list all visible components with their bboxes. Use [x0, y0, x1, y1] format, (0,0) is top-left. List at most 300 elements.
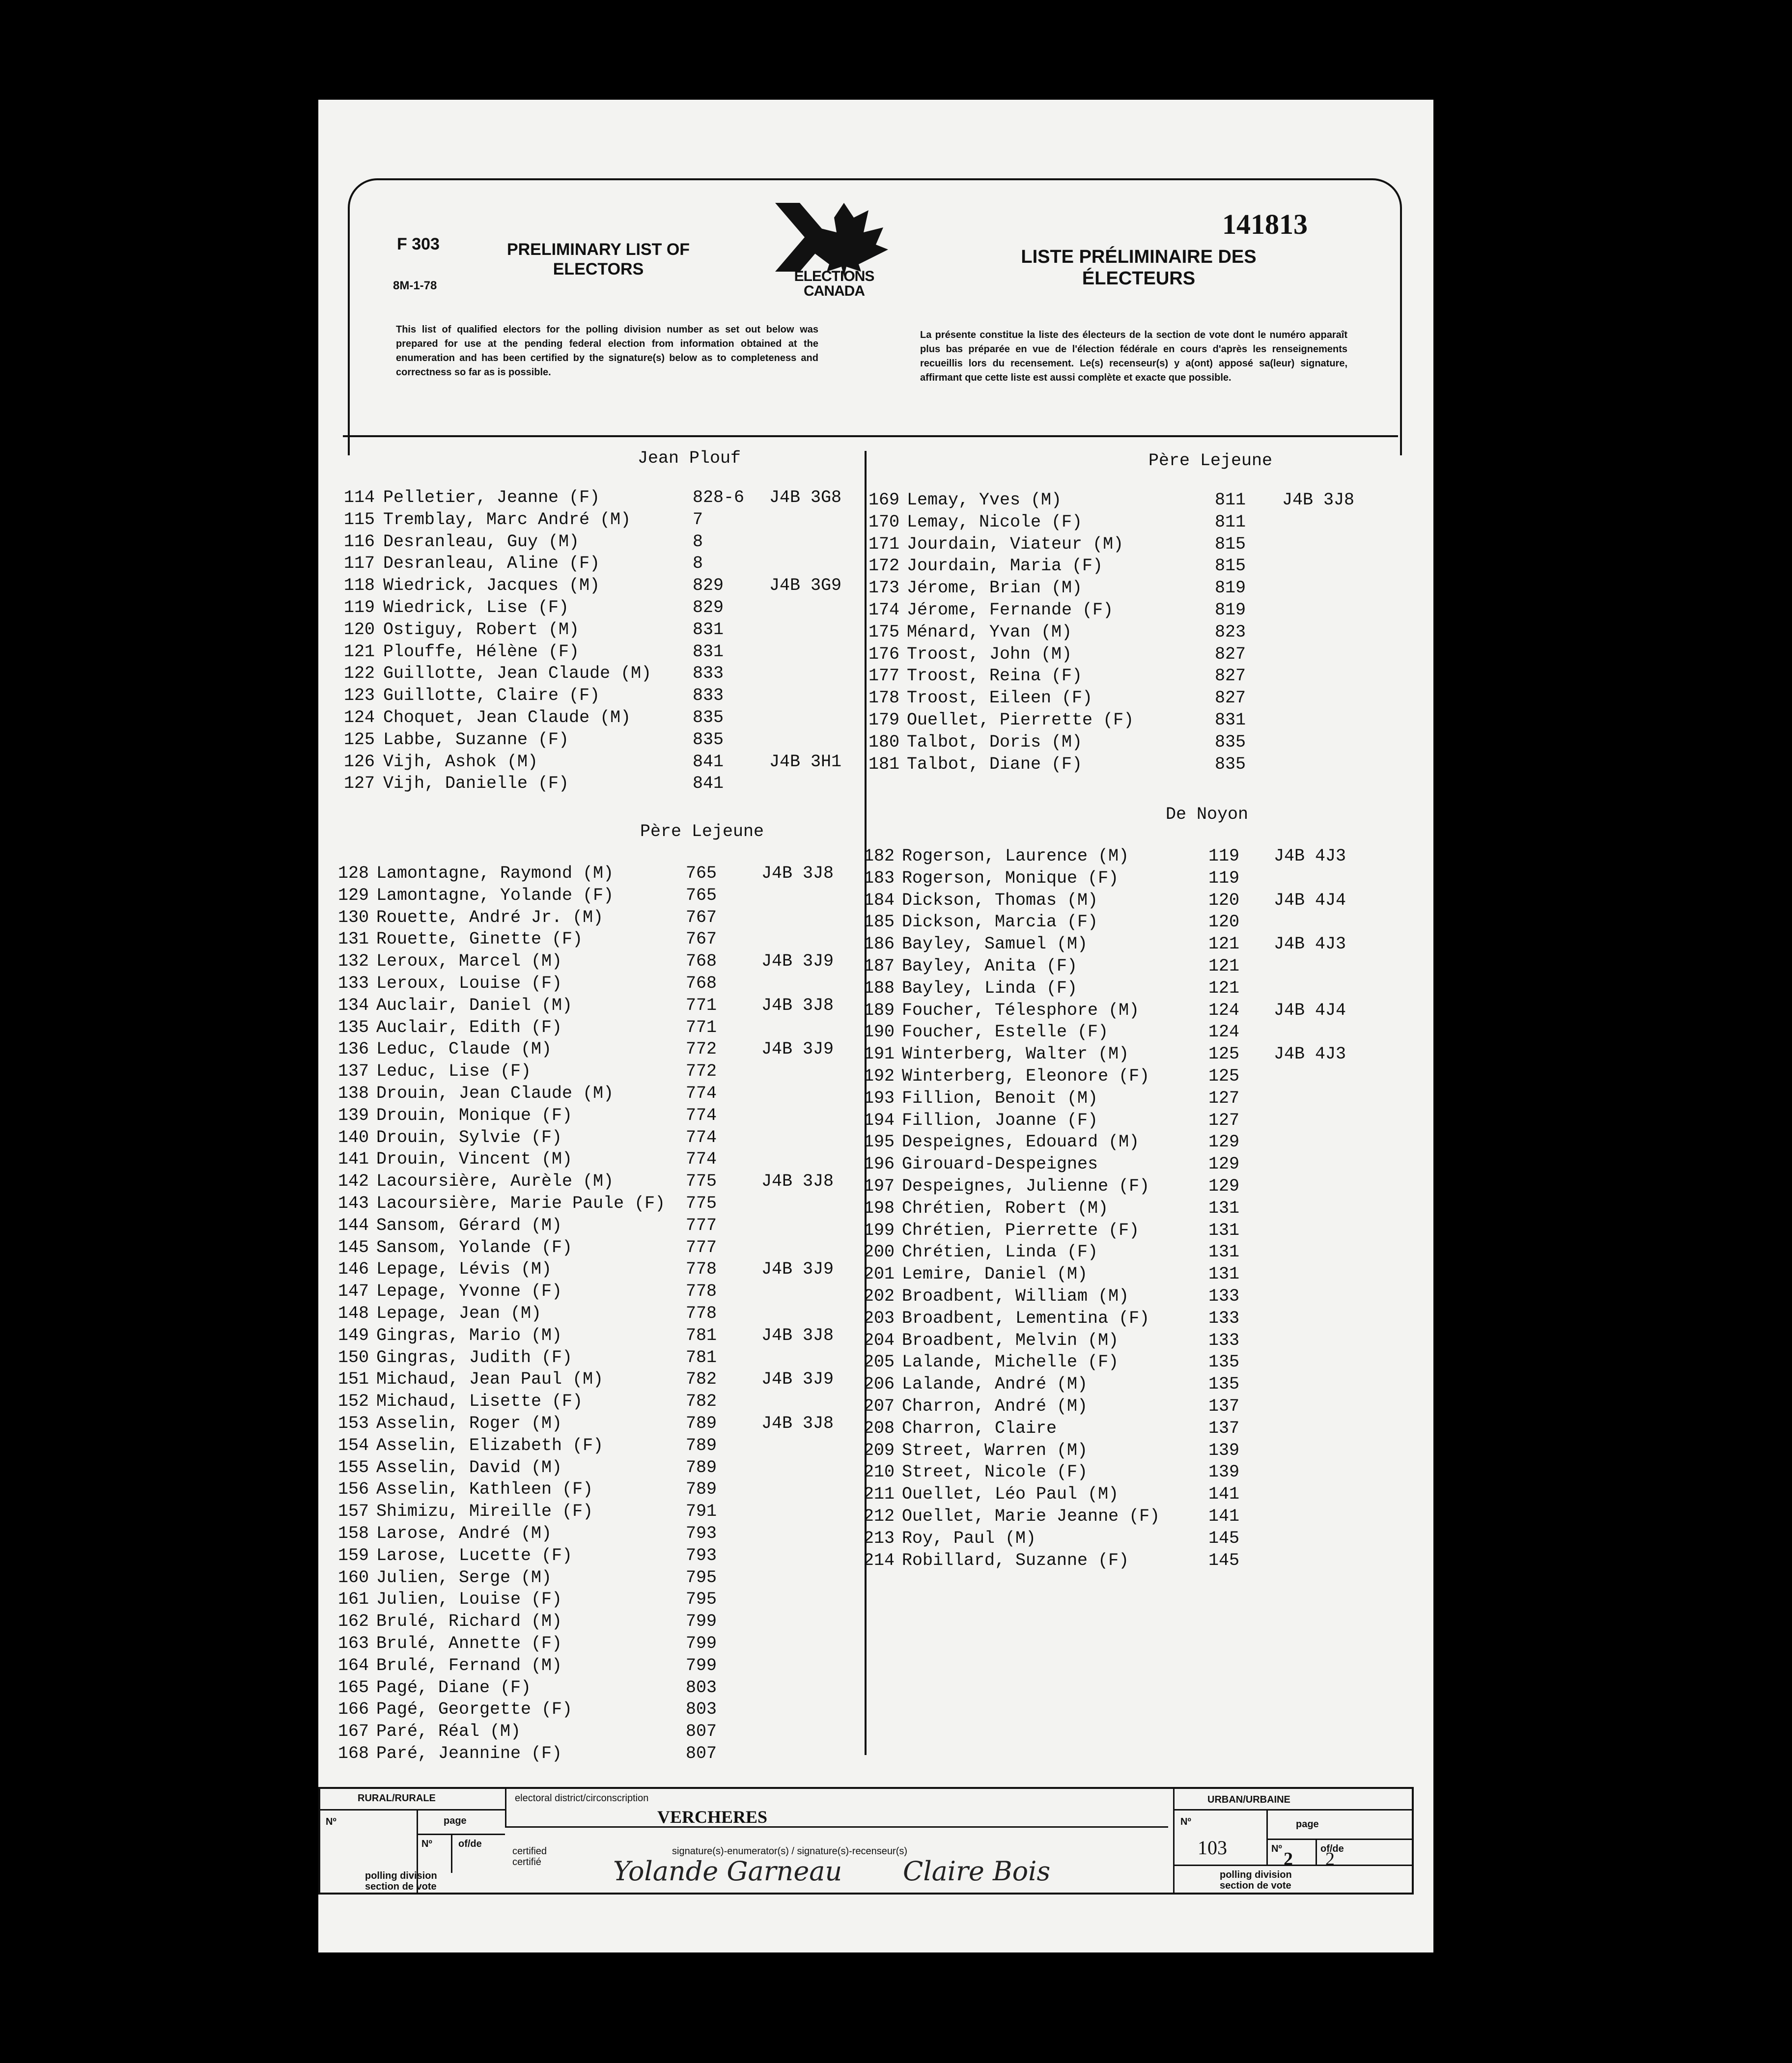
elector-name: Bayley, Linda (F)	[902, 978, 1078, 998]
elector-number: 159	[338, 1545, 369, 1565]
postal-code: J4B 3H1	[769, 752, 842, 772]
elector-number: 173	[868, 578, 900, 598]
title-french: LISTE PRÉLIMINAIRE DES ÉLECTEURS	[1021, 247, 1257, 289]
civic-number: 827	[1215, 644, 1246, 664]
elector-number: 197	[864, 1176, 895, 1196]
civic-number: 131	[1208, 1242, 1240, 1262]
form-code: F 303	[397, 235, 440, 253]
civic-number: 811	[1215, 512, 1246, 532]
civic-number: 807	[686, 1744, 717, 1763]
elector-number: 157	[338, 1502, 369, 1522]
elector-number: 135	[338, 1017, 369, 1037]
civic-number: 127	[1208, 1110, 1240, 1130]
elector-name: Michaud, Lisette (F)	[376, 1392, 583, 1412]
civic-number: 137	[1208, 1396, 1240, 1416]
elector-name: Bayley, Anita (F)	[902, 956, 1078, 976]
civic-number: 124	[1208, 1000, 1240, 1020]
civic-number: 125	[1208, 1066, 1240, 1086]
civic-number: 129	[1208, 1176, 1240, 1196]
elector-name: Lemay, Nicole (F)	[907, 512, 1083, 532]
elector-number: 136	[338, 1039, 369, 1059]
elector-number: 188	[864, 978, 895, 998]
civic-number: 799	[686, 1655, 717, 1675]
elector-number: 170	[868, 512, 900, 532]
civic-number: 8	[693, 531, 703, 552]
elector-name: Leroux, Louise (F)	[376, 974, 562, 993]
civic-number: 793	[686, 1524, 717, 1543]
elector-name: Vijh, Danielle (F)	[383, 774, 569, 794]
elector-number: 168	[338, 1744, 369, 1763]
elector-number: 116	[344, 531, 375, 552]
elector-name: Desranleau, Guy (M)	[383, 531, 580, 552]
elector-name: Broadbent, William (M)	[902, 1286, 1129, 1306]
elector-name: Drouin, Sylvie (F)	[376, 1127, 562, 1147]
urban-page-label: page	[1296, 1819, 1319, 1830]
elector-name: Drouin, Vincent (M)	[376, 1149, 573, 1170]
elector-name: Ostiguy, Robert (M)	[383, 619, 580, 640]
elector-number: 179	[868, 710, 900, 730]
elector-name: Street, Warren (M)	[902, 1440, 1088, 1460]
elector-name: Desranleau, Aline (F)	[383, 554, 600, 574]
elector-number: 177	[868, 666, 900, 686]
civic-number: 133	[1208, 1308, 1240, 1328]
elector-number: 189	[864, 1000, 895, 1020]
enumerator-signature-1: Yolande Garneau	[613, 1856, 842, 1887]
rural-page-label: page	[444, 1815, 467, 1826]
elector-name: Leduc, Claude (M)	[376, 1039, 552, 1059]
elector-number: 139	[338, 1105, 369, 1125]
civic-number: 120	[1208, 912, 1240, 932]
elector-name: Julien, Louise (F)	[376, 1589, 562, 1610]
polling-label-rural: polling division section de vote	[365, 1870, 437, 1892]
elector-name: Dickson, Marcia (F)	[902, 912, 1098, 932]
civic-number: 781	[686, 1347, 717, 1367]
civic-number: 129	[1208, 1154, 1240, 1174]
civic-number: 119	[1208, 846, 1240, 866]
civic-number: 774	[686, 1149, 717, 1170]
elector-name: Wiedrick, Jacques (M)	[383, 576, 600, 596]
civic-number: 829	[693, 576, 724, 596]
elector-number: 142	[338, 1171, 369, 1192]
elector-number: 181	[868, 754, 900, 774]
postal-code: J4B 3J9	[761, 1039, 834, 1059]
elector-number: 115	[344, 509, 375, 530]
civic-number: 139	[1208, 1462, 1240, 1482]
logo-text: ELECTIONS CANADA	[794, 268, 874, 299]
elector-name: Troost, Eileen (F)	[907, 688, 1093, 708]
district-label: electoral district/circonscription	[515, 1793, 649, 1804]
civic-number: 774	[686, 1105, 717, 1125]
civic-number: 831	[1215, 710, 1246, 730]
civic-number: 833	[693, 664, 724, 684]
street-heading: Père Lejeune	[1148, 451, 1273, 471]
civic-number: 767	[686, 929, 717, 949]
elector-number: 214	[864, 1550, 895, 1570]
civic-number: 137	[1208, 1418, 1240, 1438]
civic-number: 772	[686, 1039, 717, 1059]
elector-number: 192	[864, 1066, 895, 1086]
elector-name: Roy, Paul (M)	[902, 1528, 1036, 1548]
elector-number: 145	[338, 1237, 369, 1257]
elector-name: Pagé, Georgette (F)	[376, 1700, 573, 1720]
elector-name: Drouin, Jean Claude (M)	[376, 1084, 614, 1103]
elector-number: 203	[864, 1308, 895, 1328]
civic-number: 771	[686, 995, 717, 1015]
elector-name: Larose, Lucette (F)	[376, 1545, 573, 1565]
elector-number: 144	[338, 1215, 369, 1235]
serial-number: 141813	[1222, 208, 1308, 240]
elector-name: Rouette, Ginette (F)	[376, 929, 583, 949]
elector-number: 149	[338, 1325, 369, 1345]
elector-name: Asselin, Elizabeth (F)	[376, 1435, 604, 1455]
elector-name: Winterberg, Eleonore (F)	[902, 1066, 1150, 1086]
civic-number: 782	[686, 1369, 717, 1390]
elector-number: 206	[864, 1374, 895, 1394]
elector-number: 122	[344, 664, 375, 684]
signature-label: signature(s)-enumerator(s) / signature(s)-recenseur(s)	[672, 1846, 908, 1857]
elector-number: 212	[864, 1506, 895, 1526]
elector-name: Robillard, Suzanne (F)	[902, 1550, 1129, 1570]
elector-name: Chrétien, Linda (F)	[902, 1242, 1098, 1262]
elector-number: 182	[864, 846, 895, 866]
civic-number: 125	[1208, 1044, 1240, 1064]
elector-number: 120	[344, 619, 375, 640]
civic-number: 767	[686, 907, 717, 927]
elector-name: Jérome, Brian (M)	[907, 578, 1083, 598]
form-date: 8M-1-78	[393, 279, 437, 292]
elector-name: Wiedrick, Lise (F)	[383, 598, 569, 617]
civic-number: 145	[1208, 1528, 1240, 1548]
elector-number: 124	[344, 708, 375, 727]
postal-code: J4B 3J8	[761, 1171, 834, 1192]
elector-number: 201	[864, 1264, 895, 1284]
elector-name: Brulé, Annette (F)	[376, 1634, 562, 1653]
postal-code: J4B 4J3	[1274, 1044, 1346, 1064]
civic-number: 827	[1215, 666, 1246, 686]
elector-name: Ouellet, Pierrette (F)	[907, 710, 1134, 730]
elector-number: 191	[864, 1044, 895, 1064]
civic-number: 777	[686, 1237, 717, 1257]
civic-number: 777	[686, 1215, 717, 1235]
elector-name: Leroux, Marcel (M)	[376, 951, 562, 972]
elector-name: Rogerson, Monique (F)	[902, 868, 1119, 888]
elector-number: 200	[864, 1242, 895, 1262]
elector-name: Rogerson, Laurence (M)	[902, 846, 1129, 866]
street-heading: De Noyon	[1166, 805, 1249, 824]
urban-page-total: 2	[1325, 1849, 1335, 1869]
elector-number: 202	[864, 1286, 895, 1306]
elector-number: 178	[868, 688, 900, 708]
civic-number: 789	[686, 1457, 717, 1478]
civic-number: 831	[693, 619, 724, 640]
elector-name: Julien, Serge (M)	[376, 1567, 552, 1588]
postal-code: J4B 4J3	[1274, 934, 1346, 954]
rural-page-of-label: of/de	[458, 1839, 482, 1849]
civic-number: 121	[1208, 956, 1240, 976]
civic-number: 819	[1215, 578, 1246, 598]
elector-name: Paré, Jeannine (F)	[376, 1744, 562, 1763]
civic-number: 135	[1208, 1374, 1240, 1394]
elector-number: 210	[864, 1462, 895, 1482]
elector-name: Lalande, André (M)	[902, 1374, 1088, 1394]
civic-number: 765	[686, 864, 717, 883]
elector-name: Rouette, André Jr. (M)	[376, 907, 604, 927]
elector-name: Lepage, Yvonne (F)	[376, 1282, 562, 1302]
elector-name: Auclair, Daniel (M)	[376, 995, 573, 1015]
elector-number: 176	[868, 644, 900, 664]
civic-number: 791	[686, 1502, 717, 1522]
elector-name: Larose, André (M)	[376, 1524, 552, 1543]
intro-french: La présente constitue la liste des électeurs de la section de vote dont le numéro apparaît plus bas préparée en vue de l'élection fédérale en cours d'après les renseignements recueillis lors du recensement. Le(s) recenseur(s) y a(ont) apposé sa(leur) signature, affirmant que cette liste est aussi complète et exacte que possible.	[920, 330, 1347, 383]
elector-name: Choquet, Jean Claude (M)	[383, 708, 631, 727]
civic-number: 7	[693, 509, 703, 530]
elector-name: Troost, John (M)	[907, 644, 1072, 664]
elector-number: 167	[338, 1722, 369, 1742]
postal-code: J4B 4J4	[1274, 890, 1346, 910]
elector-number: 134	[338, 995, 369, 1015]
civic-number: 775	[686, 1171, 717, 1192]
elector-number: 208	[864, 1418, 895, 1438]
civic-number: 807	[686, 1722, 717, 1742]
civic-number: 789	[686, 1479, 717, 1500]
certified-label: certified certifié	[512, 1846, 547, 1868]
elector-number: 114	[344, 488, 375, 507]
civic-number: 841	[693, 752, 724, 772]
elector-number: 163	[338, 1634, 369, 1653]
elector-name: Asselin, Kathleen (F)	[376, 1479, 593, 1500]
elector-number: 148	[338, 1304, 369, 1323]
elector-number: 196	[864, 1154, 895, 1174]
elector-name: Lemay, Yves (M)	[907, 490, 1062, 510]
elector-name: Vijh, Ashok (M)	[383, 752, 538, 772]
elector-number: 198	[864, 1198, 895, 1218]
elector-number: 132	[338, 951, 369, 972]
elector-number: 133	[338, 974, 369, 993]
civic-number: 835	[693, 729, 724, 750]
elector-name: Chrétien, Pierrette (F)	[902, 1220, 1140, 1240]
civic-number: 829	[693, 598, 724, 617]
elector-number: 128	[338, 864, 369, 883]
civic-number: 795	[686, 1589, 717, 1610]
urban-label: URBAN/URBAINE	[1207, 1794, 1290, 1805]
elector-name: Troost, Reina (F)	[907, 666, 1083, 686]
civic-number: 768	[686, 951, 717, 972]
civic-number: 774	[686, 1084, 717, 1103]
civic-number: 129	[1208, 1132, 1240, 1152]
elector-number: 164	[338, 1655, 369, 1675]
urban-polling-number: 103	[1198, 1837, 1227, 1859]
elector-number: 209	[864, 1440, 895, 1460]
elector-number: 137	[338, 1061, 369, 1082]
district-value: VERCHERES	[657, 1807, 768, 1827]
elector-number: 150	[338, 1347, 369, 1367]
elector-name: Brulé, Fernand (M)	[376, 1655, 562, 1675]
elector-name: Talbot, Doris (M)	[907, 732, 1083, 752]
elector-number: 213	[864, 1528, 895, 1548]
civic-number: 124	[1208, 1022, 1240, 1042]
elector-number: 195	[864, 1132, 895, 1152]
elector-number: 127	[344, 774, 375, 794]
elector-name: Pagé, Diane (F)	[376, 1677, 532, 1698]
civic-number: 135	[1208, 1352, 1240, 1372]
urban-page-no-label: Nº	[1271, 1843, 1282, 1854]
elector-number: 141	[338, 1149, 369, 1170]
elector-name: Lepage, Lévis (M)	[376, 1259, 552, 1280]
elector-number: 171	[868, 534, 900, 554]
civic-number: 131	[1208, 1220, 1240, 1240]
rural-no-label: Nº	[326, 1816, 336, 1827]
postal-code: J4B 3G8	[769, 488, 842, 507]
postal-code: J4B 3J9	[761, 1259, 834, 1280]
elector-number: 187	[864, 956, 895, 976]
elector-number: 174	[868, 600, 900, 620]
footer-form	[318, 1787, 1414, 1910]
elector-number: 138	[338, 1084, 369, 1103]
civic-number: 799	[686, 1634, 717, 1653]
elector-name: Labbe, Suzanne (F)	[383, 729, 569, 750]
civic-number: 828-6	[693, 488, 745, 507]
rural-page-no-label: Nº	[421, 1839, 432, 1849]
postal-code: J4B 3J8	[761, 995, 834, 1015]
civic-number: 841	[693, 774, 724, 794]
elector-name: Lamontagne, Yolande (F)	[376, 885, 614, 905]
civic-number: 119	[1208, 868, 1240, 888]
civic-number: 133	[1208, 1286, 1240, 1306]
civic-number: 141	[1208, 1506, 1240, 1526]
civic-number: 778	[686, 1282, 717, 1302]
elector-name: Fillion, Joanne (F)	[902, 1110, 1098, 1130]
elector-number: 186	[864, 934, 895, 954]
civic-number: 782	[686, 1392, 717, 1412]
elector-name: Jourdain, Viateur (M)	[907, 534, 1124, 554]
elector-number: 151	[338, 1369, 369, 1390]
civic-number: 827	[1215, 688, 1246, 708]
elector-number: 166	[338, 1700, 369, 1720]
elector-name: Dickson, Thomas (M)	[902, 890, 1098, 910]
elector-name: Plouffe, Hélène (F)	[383, 641, 580, 662]
street-heading: Jean Plouf	[638, 448, 741, 468]
elector-name: Guillotte, Jean Claude (M)	[383, 664, 652, 684]
civic-number: 831	[693, 641, 724, 662]
rural-label: RURAL/RURALE	[358, 1793, 436, 1804]
elector-number: 194	[864, 1110, 895, 1130]
civic-number: 781	[686, 1325, 717, 1345]
elector-name: Michaud, Jean Paul (M)	[376, 1369, 604, 1390]
elector-name: Gingras, Mario (M)	[376, 1325, 562, 1345]
elector-number: 152	[338, 1392, 369, 1412]
elector-name: Leduc, Lise (F)	[376, 1061, 532, 1082]
elector-name: Lepage, Jean (M)	[376, 1304, 542, 1323]
elector-name: Brulé, Richard (M)	[376, 1612, 562, 1632]
urban-page-number: 2	[1284, 1849, 1293, 1869]
civic-number: 131	[1208, 1198, 1240, 1218]
elector-number: 161	[338, 1589, 369, 1610]
civic-number: 823	[1215, 622, 1246, 642]
postal-code: J4B 3J9	[761, 951, 834, 972]
elector-number: 143	[338, 1194, 369, 1213]
civic-number: 835	[693, 708, 724, 727]
civic-number: 121	[1208, 934, 1240, 954]
elector-name: Shimizu, Mireille (F)	[376, 1502, 593, 1522]
elector-number: 169	[868, 490, 900, 510]
elector-number: 204	[864, 1330, 895, 1350]
elector-number: 193	[864, 1088, 895, 1108]
postal-code: J4B 4J4	[1274, 1000, 1346, 1020]
elector-name: Despeignes, Julienne (F)	[902, 1176, 1150, 1196]
elector-number: 185	[864, 912, 895, 932]
elector-name: Chrétien, Robert (M)	[902, 1198, 1109, 1218]
civic-number: 799	[686, 1612, 717, 1632]
civic-number: 127	[1208, 1088, 1240, 1108]
elector-name: Lacoursière, Aurèle (M)	[376, 1171, 614, 1192]
civic-number: 819	[1215, 600, 1246, 620]
postal-code: J4B 4J3	[1274, 846, 1346, 866]
elector-number: 125	[344, 729, 375, 750]
urban-page-of-label: of/de	[1320, 1843, 1344, 1854]
civic-number: 8	[693, 554, 703, 574]
elector-name: Fillion, Benoit (M)	[902, 1088, 1098, 1108]
postal-code: J4B 3J8	[761, 1325, 834, 1345]
intro-english: This list of qualified electors for the polling division number as set out below was prepared for use at the pending federal election from information obtained at the enumeration and has been certified by the signature(s) below as to completeness and correctness so far as is possible.	[396, 324, 818, 378]
civic-number: 815	[1215, 534, 1246, 554]
elector-name: Lalande, Michelle (F)	[902, 1352, 1119, 1372]
elector-number: 175	[868, 622, 900, 642]
civic-number: 768	[686, 974, 717, 993]
elector-name: Pelletier, Jeanne (F)	[383, 488, 600, 507]
elector-name: Gingras, Judith (F)	[376, 1347, 573, 1367]
civic-number: 795	[686, 1567, 717, 1588]
elector-name: Foucher, Télesphore (M)	[902, 1000, 1140, 1020]
civic-number: 835	[1215, 732, 1246, 752]
civic-number: 811	[1215, 490, 1246, 510]
elector-number: 123	[344, 686, 375, 706]
elector-name: Asselin, David (M)	[376, 1457, 562, 1478]
elector-name: Asselin, Roger (M)	[376, 1414, 562, 1433]
civic-number: 141	[1208, 1484, 1240, 1505]
civic-number: 772	[686, 1061, 717, 1082]
document-sheet	[318, 100, 1433, 1952]
postal-code: J4B 3J8	[761, 864, 834, 883]
elector-name: Broadbent, Melvin (M)	[902, 1330, 1119, 1350]
civic-number: 789	[686, 1435, 717, 1455]
elector-name: Ouellet, Léo Paul (M)	[902, 1484, 1119, 1505]
elector-number: 140	[338, 1127, 369, 1147]
elector-name: Sansom, Gérard (M)	[376, 1215, 562, 1235]
civic-number: 789	[686, 1414, 717, 1433]
civic-number: 774	[686, 1127, 717, 1147]
elector-number: 154	[338, 1435, 369, 1455]
civic-number: 133	[1208, 1330, 1240, 1350]
elector-number: 155	[338, 1457, 369, 1478]
elector-name: Lemire, Daniel (M)	[902, 1264, 1088, 1284]
street-heading: Père Lejeune	[640, 822, 764, 841]
elector-name: Talbot, Diane (F)	[907, 754, 1083, 774]
elector-name: Drouin, Monique (F)	[376, 1105, 573, 1125]
elector-name: Ménard, Yvan (M)	[907, 622, 1072, 642]
elector-number: 180	[868, 732, 900, 752]
elector-name: Despeignes, Edouard (M)	[902, 1132, 1140, 1152]
elector-number: 126	[344, 752, 375, 772]
title-english: PRELIMINARY LIST OF ELECTORS	[506, 240, 690, 279]
civic-number: 139	[1208, 1440, 1240, 1460]
elector-number: 129	[338, 885, 369, 905]
elector-name: Ouellet, Marie Jeanne (F)	[902, 1506, 1160, 1526]
civic-number: 778	[686, 1304, 717, 1323]
civic-number: 120	[1208, 890, 1240, 910]
elector-name: Girouard-Despeignes	[902, 1154, 1098, 1174]
elector-number: 160	[338, 1567, 369, 1588]
elector-number: 207	[864, 1396, 895, 1416]
